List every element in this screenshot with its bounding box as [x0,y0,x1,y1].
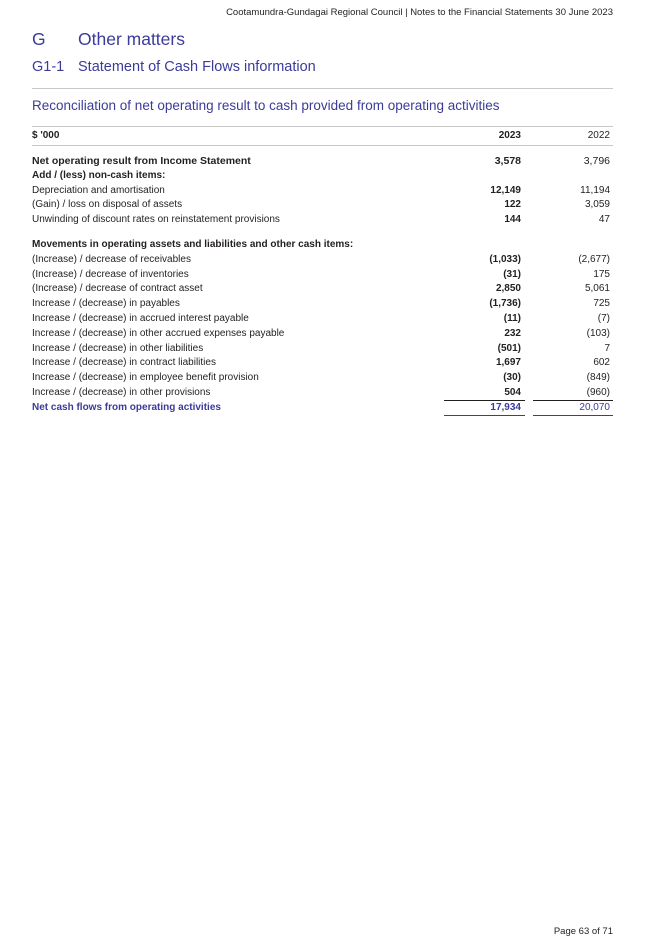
total-rule-2022 [533,415,613,416]
table-row: Increase / (decrease) in accrued interest payable (11) (7) [32,312,610,324]
table-row: Increase / (decrease) in other accrued expenses payable 232 (103) [32,327,610,339]
note-heading [32,59,316,75]
table-column-header [32,128,613,144]
table-row: (Increase) / decrease of contract asset 2,850 5,061 [32,283,610,295]
column-2022: 2022 [587,130,610,141]
note-code: G1-1 [32,59,65,75]
section-title: Other matters [78,29,185,49]
heading-divider [32,88,613,89]
table-row: Increase / (decrease) in other provisions 504 (960) [32,386,610,398]
total-rule-2023 [444,415,525,416]
page-number: Page 63 of 71 [553,926,613,937]
table-row: Depreciation and amortisation 12,149 11,194 [32,184,610,196]
table-row: (Gain) / loss on disposal of assets 122 3,059 [32,199,610,211]
total-row: Net cash flows from operating activities 17,934 20,070 [32,401,610,413]
section-code: G [32,29,46,49]
row-spacer [32,228,613,238]
table-row: Net operating result from Income Statement 3,578 3,796 [32,155,610,167]
table-row: (Increase) / decrease of receivables (1,033) (2,677) [32,253,610,265]
cash-flow-table [32,154,613,416]
subtotal-rule-2023 [444,400,525,401]
table-row: Unwinding of discount rates on reinstatement provisions 144 47 [32,214,610,226]
table-row: Movements in operating assets and liabilities and other cash items: [32,238,354,250]
table-row: Increase / (decrease) in other liabilities (501) 7 [32,342,610,354]
table-header-rule [32,145,613,146]
section-heading [32,29,185,50]
table-row: Add / (less) non-cash items: [32,169,166,181]
unit-label: $ '000 [32,130,60,141]
table-row: Increase / (decrease) in payables (1,736) 725 [32,298,610,310]
table-top-rule [32,126,613,127]
table-row: Increase / (decrease) in contract liabilities 1,697 602 [32,357,610,369]
table-row: Increase / (decrease) in employee benefit provision (30) (849) [32,372,610,384]
running-header: Cootamundra-Gundagai Regional Council | Notes to the Financial Statements 30 June 2023 [226,7,613,18]
subtotal-rule-2022 [533,400,613,401]
reconciliation-heading: Reconciliation of net operating result to cash provided from operating activities [32,98,500,113]
column-2023: 2023 [498,130,521,141]
note-title: Statement of Cash Flows information [78,59,316,75]
table-row: (Increase) / decrease of inventories (31) 175 [32,268,610,280]
